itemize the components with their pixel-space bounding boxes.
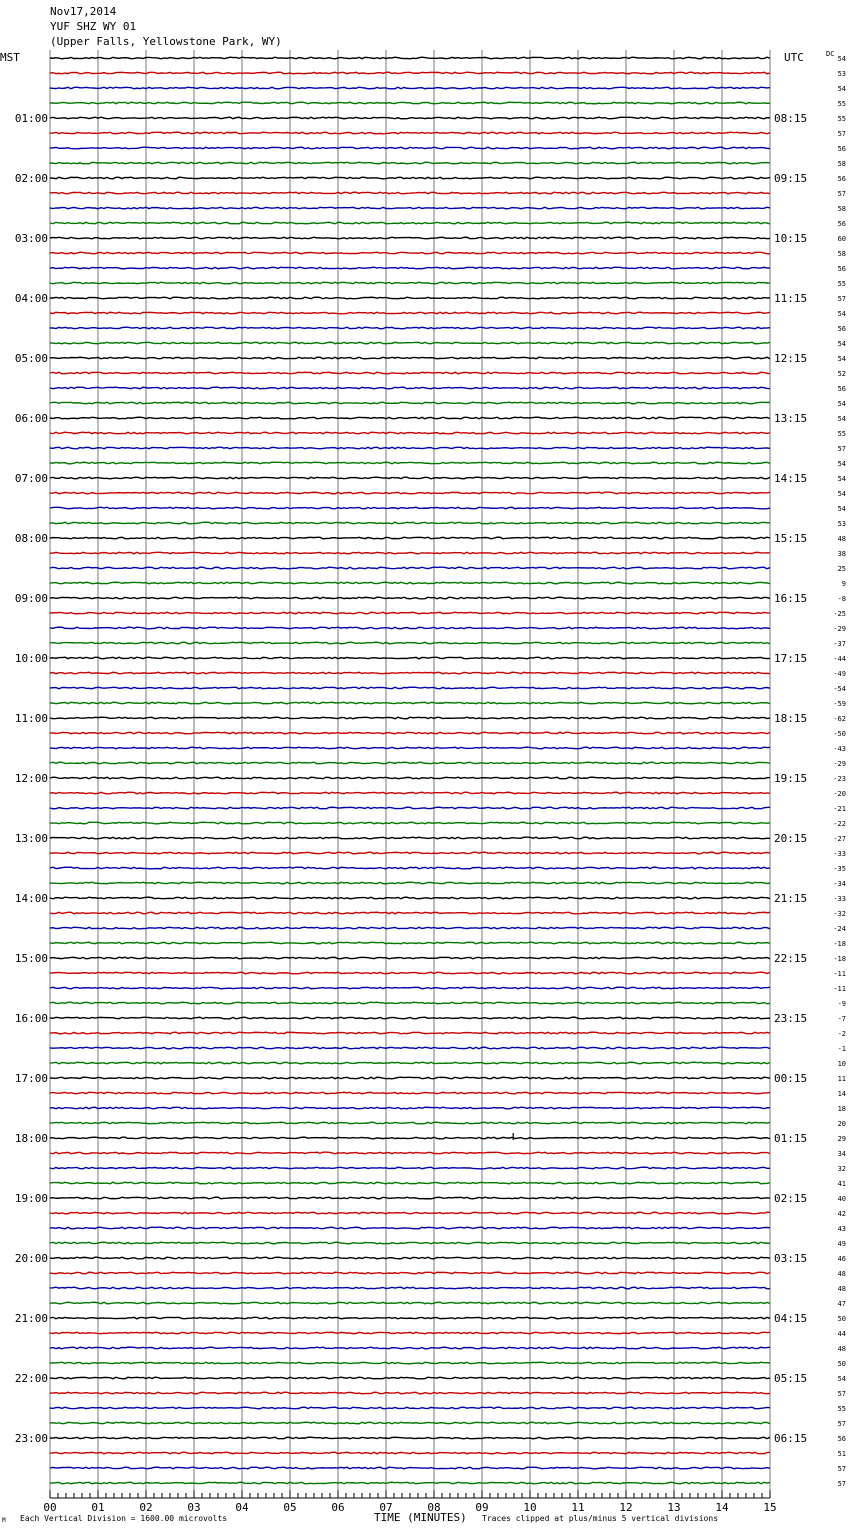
right-hour-label: 12:15 xyxy=(774,352,808,365)
dc-offset-value: 54 xyxy=(837,310,846,318)
seismic-trace xyxy=(50,927,770,929)
dc-offset-value: -37 xyxy=(833,640,846,648)
seismic-trace xyxy=(50,942,770,944)
seismic-trace xyxy=(50,837,770,839)
dc-offset-value: -50 xyxy=(833,730,846,738)
dc-offset-value: 9 xyxy=(841,580,846,588)
dc-offset-value: 56 xyxy=(837,145,846,153)
dc-offset-value: 54 xyxy=(837,85,846,93)
seismic-trace xyxy=(50,1302,770,1304)
dc-offset-value: 55 xyxy=(837,280,846,288)
dc-offset-value: -44 xyxy=(833,655,846,663)
seismic-trace xyxy=(50,492,770,494)
dc-offset-value: 46 xyxy=(837,1255,846,1263)
seismic-trace xyxy=(50,792,770,794)
x-tick-label: 12 xyxy=(619,1501,633,1514)
dc-offset-value: 32 xyxy=(837,1165,846,1173)
dc-offset-value: 40 xyxy=(837,1195,846,1203)
dc-offset-value: 11 xyxy=(837,1075,846,1083)
dc-offset-value: 43 xyxy=(837,1225,846,1233)
right-hour-label: 14:15 xyxy=(774,472,808,485)
right-hour-label: 22:15 xyxy=(774,952,808,965)
seismic-trace xyxy=(50,567,770,569)
left-hour-label: 13:00 xyxy=(14,832,48,845)
seismic-trace xyxy=(50,1242,770,1244)
dc-offset-value: -27 xyxy=(833,835,846,843)
dc-offset-value: 55 xyxy=(837,1405,846,1413)
dc-offset-value: -33 xyxy=(833,895,846,903)
dc-offset-value: -1 xyxy=(837,1045,846,1053)
seismic-trace xyxy=(50,102,770,104)
dc-offset-value: 54 xyxy=(837,340,846,348)
dc-offset-value: 42 xyxy=(837,1210,846,1218)
left-hour-label: 05:00 xyxy=(14,352,48,365)
dc-offset-value: 54 xyxy=(837,505,846,513)
seismic-trace xyxy=(50,1047,770,1049)
seismic-trace xyxy=(50,1227,770,1229)
dc-offset-value: 56 xyxy=(837,175,846,183)
seismic-trace xyxy=(50,207,770,209)
seismic-trace xyxy=(50,1392,770,1394)
left-hour-label: 14:00 xyxy=(14,892,48,905)
dc-offset-value: -24 xyxy=(833,925,846,933)
seismic-trace xyxy=(50,777,770,779)
dc-offset-value: -18 xyxy=(833,955,846,963)
dc-offset-value: -2 xyxy=(837,1030,846,1038)
seismic-trace xyxy=(50,822,770,824)
seismic-trace xyxy=(50,117,770,119)
x-tick-label: 10 xyxy=(523,1501,537,1514)
x-tick-label: 09 xyxy=(475,1501,489,1514)
seismic-trace xyxy=(50,1377,770,1379)
seismic-trace xyxy=(50,987,770,989)
dc-offset-value: 55 xyxy=(837,115,846,123)
left-hour-label: 02:00 xyxy=(14,172,48,185)
seismic-trace xyxy=(50,597,770,599)
right-hour-label: 10:15 xyxy=(774,232,808,245)
chart-date: Nov17,2014 xyxy=(50,5,117,18)
dc-offset-value: 54 xyxy=(837,490,846,498)
dc-offset-value: 54 xyxy=(837,355,846,363)
dc-offset-value: 55 xyxy=(837,430,846,438)
dc-offset-value: 25 xyxy=(837,565,846,573)
seismic-trace xyxy=(50,1182,770,1184)
dc-offset-value: -22 xyxy=(833,820,846,828)
seismic-trace xyxy=(50,1272,770,1274)
dc-offset-value: 57 xyxy=(837,1465,846,1473)
dc-offset-value: 55 xyxy=(837,100,846,108)
seismic-trace xyxy=(50,1287,770,1289)
right-timezone-label: UTC xyxy=(784,51,804,64)
right-hour-label: 03:15 xyxy=(774,1252,808,1265)
seismic-trace xyxy=(50,1437,770,1439)
dc-offset-value: 48 xyxy=(837,1285,846,1293)
dc-offset-header: DC xyxy=(826,50,835,58)
dc-offset-value: -8 xyxy=(837,595,846,603)
dc-offset-value: 48 xyxy=(837,1270,846,1278)
seismic-trace xyxy=(50,312,770,314)
seismic-trace xyxy=(50,417,770,419)
minute-grid xyxy=(50,50,770,1495)
seismic-trace xyxy=(50,342,770,344)
dc-offset-value: 56 xyxy=(837,325,846,333)
dc-offset-value: 54 xyxy=(837,400,846,408)
dc-offset-value: -54 xyxy=(833,685,846,693)
seismic-trace xyxy=(50,807,770,809)
right-hour-label: 17:15 xyxy=(774,652,808,665)
dc-offset-value: 53 xyxy=(837,70,846,78)
x-axis-title: TIME (MINUTES) xyxy=(374,1511,467,1524)
right-hour-label: 08:15 xyxy=(774,112,808,125)
seismic-trace xyxy=(50,687,770,689)
right-hour-label: 19:15 xyxy=(774,772,808,785)
seismic-trace xyxy=(50,177,770,179)
seismic-trace xyxy=(50,372,770,374)
left-timezone-label: MST xyxy=(0,51,20,64)
seismic-trace xyxy=(50,57,770,59)
seismic-trace xyxy=(50,762,770,764)
dc-offset-value: -21 xyxy=(833,805,846,813)
seismic-trace xyxy=(50,912,770,914)
seismic-trace xyxy=(50,192,770,194)
dc-offset-value: 49 xyxy=(837,1240,846,1248)
left-hour-label: 18:00 xyxy=(14,1132,48,1145)
right-hour-label: 09:15 xyxy=(774,172,808,185)
seismic-trace xyxy=(50,747,770,749)
seismic-trace xyxy=(50,1347,770,1349)
dc-offset-value: 57 xyxy=(837,1390,846,1398)
dc-offset-value: -9 xyxy=(837,1000,846,1008)
dc-offset-value: 58 xyxy=(837,160,846,168)
seismic-trace xyxy=(50,717,770,719)
seismic-trace xyxy=(50,1152,770,1154)
dc-offset-value: 54 xyxy=(837,415,846,423)
dc-offset-value: -20 xyxy=(833,790,846,798)
right-hour-label: 15:15 xyxy=(774,532,808,545)
seismic-trace xyxy=(50,702,770,704)
dc-offset-value: 52 xyxy=(837,370,846,378)
seismic-trace xyxy=(50,1197,770,1199)
x-tick-label: 01 xyxy=(91,1501,105,1514)
right-hour-label: 23:15 xyxy=(774,1012,808,1025)
seismic-trace xyxy=(50,867,770,869)
seismic-trace xyxy=(50,462,770,464)
dc-offset-value: 57 xyxy=(837,295,846,303)
left-hour-label: 06:00 xyxy=(14,412,48,425)
seismic-trace xyxy=(50,1107,770,1109)
dc-offset-value: -59 xyxy=(833,700,846,708)
dc-offset-value: 58 xyxy=(837,205,846,213)
seismic-trace xyxy=(50,1032,770,1034)
left-hour-label: 03:00 xyxy=(14,232,48,245)
clip-note: Traces clipped at plus/minus 5 vertical divisions xyxy=(482,1514,719,1523)
seismic-trace xyxy=(50,1362,770,1364)
dc-offset-value: -62 xyxy=(833,715,846,723)
dc-offset-value: -29 xyxy=(833,760,846,768)
seismic-trace xyxy=(50,582,770,584)
dc-offset-value: 38 xyxy=(837,550,846,558)
seismic-trace xyxy=(50,1062,770,1064)
dc-offset-value: 57 xyxy=(837,1480,846,1488)
right-hour-label: 18:15 xyxy=(774,712,808,725)
dc-offset-value: -32 xyxy=(833,910,846,918)
x-tick-label: 04 xyxy=(235,1501,249,1514)
seismic-trace xyxy=(50,657,770,659)
dc-offset-value: 56 xyxy=(837,265,846,273)
scale-note: Each Vertical Division = 1600.00 microvolts xyxy=(20,1514,228,1523)
dc-offset-value: 54 xyxy=(837,460,846,468)
footer-mark: M xyxy=(2,1517,6,1524)
x-tick-label: 08 xyxy=(427,1501,441,1514)
left-hour-label: 19:00 xyxy=(14,1192,48,1205)
right-hour-label: 04:15 xyxy=(774,1312,808,1325)
right-hour-label: 21:15 xyxy=(774,892,808,905)
seismic-trace xyxy=(50,1212,770,1214)
dc-offset-value: -11 xyxy=(833,985,846,993)
right-hour-label: 02:15 xyxy=(774,1192,808,1205)
dc-offset-value: 18 xyxy=(837,1105,846,1113)
dc-offset-value: 56 xyxy=(837,220,846,228)
dc-offset-value: -33 xyxy=(833,850,846,858)
left-hour-label: 22:00 xyxy=(14,1372,48,1385)
left-hour-label: 11:00 xyxy=(14,712,48,725)
seismic-trace xyxy=(50,1407,770,1409)
x-tick-label: 06 xyxy=(331,1501,345,1514)
seismic-trace xyxy=(50,957,770,959)
left-hour-label: 16:00 xyxy=(14,1012,48,1025)
dc-offset-value: 41 xyxy=(837,1180,846,1188)
seismic-trace xyxy=(50,1452,770,1454)
seismic-trace xyxy=(50,252,770,254)
x-tick-label: 02 xyxy=(139,1501,153,1514)
dc-offset-value: 60 xyxy=(837,235,846,243)
seismic-trace xyxy=(50,282,770,284)
seismic-trace xyxy=(50,1002,770,1004)
dc-offset-value: 57 xyxy=(837,1420,846,1428)
dc-offset-value: -49 xyxy=(833,670,846,678)
dc-offset-value: -7 xyxy=(837,1015,846,1023)
x-tick-label: 13 xyxy=(667,1501,681,1514)
dc-offset-value: 54 xyxy=(837,1375,846,1383)
seismic-trace xyxy=(50,732,770,734)
right-hour-label: 06:15 xyxy=(774,1432,808,1445)
dc-offset-value: 57 xyxy=(837,445,846,453)
dc-offset-value: -34 xyxy=(833,880,846,888)
dc-offset-value: -18 xyxy=(833,940,846,948)
seismic-trace xyxy=(50,537,770,539)
left-hour-label: 12:00 xyxy=(14,772,48,785)
dc-offset-value: -29 xyxy=(833,625,846,633)
dc-offset-value: 54 xyxy=(837,475,846,483)
seismic-trace xyxy=(50,1077,770,1079)
seismic-trace xyxy=(50,672,770,674)
seismic-traces xyxy=(50,57,770,1484)
seismic-trace xyxy=(50,87,770,89)
dc-offset-value: 57 xyxy=(837,130,846,138)
dc-offset-value: 48 xyxy=(837,535,846,543)
x-tick-label: 00 xyxy=(43,1501,57,1514)
seismic-trace xyxy=(50,147,770,149)
left-hour-label: 09:00 xyxy=(14,592,48,605)
seismic-trace xyxy=(50,1092,770,1094)
seismic-trace xyxy=(50,267,770,269)
dc-offset-value: -11 xyxy=(833,970,846,978)
dc-offset-value: -43 xyxy=(833,745,846,753)
dc-offset-value: -35 xyxy=(833,865,846,873)
seismic-trace xyxy=(50,1422,770,1424)
seismic-trace xyxy=(50,1332,770,1334)
seismic-trace xyxy=(50,642,770,644)
dc-offset-value: 53 xyxy=(837,520,846,528)
seismic-trace xyxy=(50,852,770,854)
seismic-trace xyxy=(50,1467,770,1469)
seismic-trace xyxy=(50,432,770,434)
dc-offset-value: 50 xyxy=(837,1360,846,1368)
x-tick-label: 05 xyxy=(283,1501,297,1514)
dc-offset-value: 58 xyxy=(837,250,846,258)
x-tick-label: 11 xyxy=(571,1501,585,1514)
left-hour-label: 07:00 xyxy=(14,472,48,485)
left-hour-label: 23:00 xyxy=(14,1432,48,1445)
right-hour-label: 13:15 xyxy=(774,412,808,425)
seismic-trace xyxy=(50,627,770,629)
seismic-trace xyxy=(50,1122,770,1124)
right-hour-label: 05:15 xyxy=(774,1372,808,1385)
seismic-trace xyxy=(50,897,770,899)
dc-offset-value: -23 xyxy=(833,775,846,783)
dc-offset-value: 50 xyxy=(837,1315,846,1323)
x-tick-label: 03 xyxy=(187,1501,201,1514)
seismic-trace xyxy=(50,402,770,404)
right-hour-label: 01:15 xyxy=(774,1132,808,1145)
seismic-trace xyxy=(50,1167,770,1169)
left-hour-label: 15:00 xyxy=(14,952,48,965)
seismic-trace xyxy=(50,1137,770,1139)
seismic-trace xyxy=(50,162,770,164)
left-hour-label: 21:00 xyxy=(14,1312,48,1325)
dc-offset-value: 29 xyxy=(837,1135,846,1143)
left-hour-label: 17:00 xyxy=(14,1072,48,1085)
left-hour-label: 04:00 xyxy=(14,292,48,305)
seismic-trace xyxy=(50,1482,770,1484)
left-hour-label: 08:00 xyxy=(14,532,48,545)
dc-offset-value: 14 xyxy=(837,1090,846,1098)
seismic-trace xyxy=(50,132,770,134)
x-tick-label: 07 xyxy=(379,1501,393,1514)
seismic-trace xyxy=(50,522,770,524)
dc-offset-value: 20 xyxy=(837,1120,846,1128)
seismic-trace xyxy=(50,1017,770,1019)
dc-offset-value: 48 xyxy=(837,1345,846,1353)
dc-offset-value: 51 xyxy=(837,1450,846,1458)
seismic-trace xyxy=(50,297,770,299)
x-tick-label: 15 xyxy=(763,1501,777,1514)
seismic-trace xyxy=(50,507,770,509)
seismic-trace xyxy=(50,1257,770,1259)
dc-offset-value: 47 xyxy=(837,1300,846,1308)
seismic-trace xyxy=(50,972,770,974)
seismic-trace xyxy=(50,387,770,389)
seismic-trace xyxy=(50,612,770,614)
dc-offset-value: -25 xyxy=(833,610,846,618)
left-hour-label: 20:00 xyxy=(14,1252,48,1265)
dc-offset-value: 34 xyxy=(837,1150,846,1158)
dc-offset-value: 56 xyxy=(837,1435,846,1443)
left-hour-label: 01:00 xyxy=(14,112,48,125)
dc-offset-value: 10 xyxy=(837,1060,846,1068)
left-hour-label: 10:00 xyxy=(14,652,48,665)
seismic-trace xyxy=(50,882,770,884)
seismic-trace xyxy=(50,1317,770,1319)
chart-location: (Upper Falls, Yellowstone Park, WY) xyxy=(50,35,282,48)
dc-offset-value: 54 xyxy=(837,55,846,63)
chart-station: YUF SHZ WY 01 xyxy=(50,20,137,33)
seismic-trace xyxy=(50,477,770,479)
right-hour-label: 00:15 xyxy=(774,1072,808,1085)
right-hour-label: 11:15 xyxy=(774,292,808,305)
dc-offset-value: 44 xyxy=(837,1330,846,1338)
dc-offset-value: 56 xyxy=(837,385,846,393)
seismic-trace xyxy=(50,237,770,239)
seismic-trace xyxy=(50,72,770,74)
seismic-trace xyxy=(50,447,770,449)
seismic-trace xyxy=(50,552,770,554)
seismic-trace xyxy=(50,357,770,359)
seismic-trace xyxy=(50,222,770,224)
right-hour-label: 20:15 xyxy=(774,832,808,845)
dc-offset-value: 57 xyxy=(837,190,846,198)
x-tick-label: 14 xyxy=(715,1501,729,1514)
right-hour-label: 16:15 xyxy=(774,592,808,605)
seismic-trace xyxy=(50,327,770,329)
